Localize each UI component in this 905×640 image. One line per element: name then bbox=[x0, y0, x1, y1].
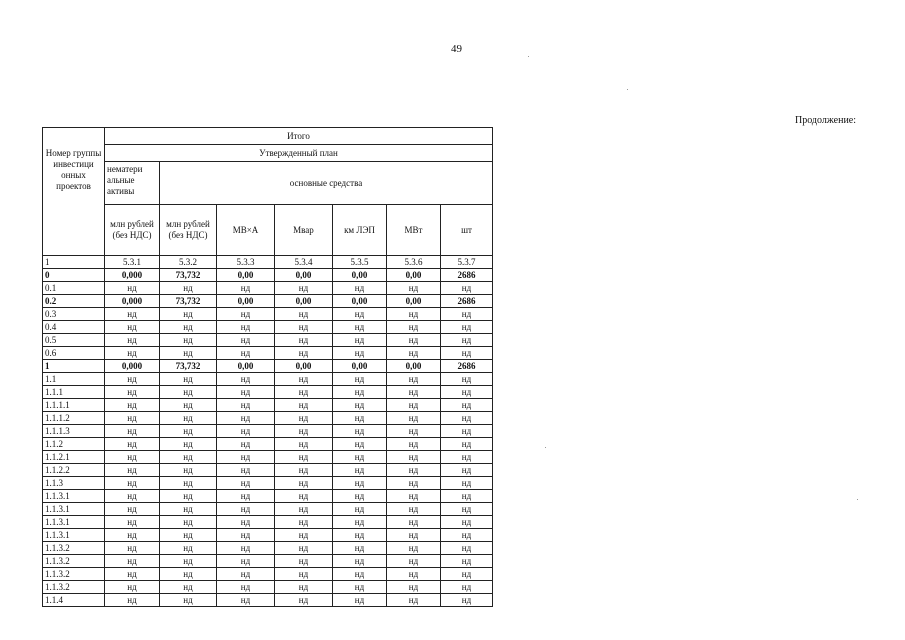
value-cell: нд bbox=[275, 529, 333, 542]
value-cell: нд bbox=[333, 347, 387, 360]
value-cell: нд bbox=[387, 594, 441, 607]
value-cell: нд bbox=[160, 464, 217, 477]
value-cell: 2686 bbox=[441, 360, 493, 373]
value-cell: нд bbox=[105, 490, 160, 503]
group-number-cell: 1.1.1.2 bbox=[43, 412, 105, 425]
value-cell: нд bbox=[217, 490, 275, 503]
value-cell: нд bbox=[387, 347, 441, 360]
value-cell: нд bbox=[387, 464, 441, 477]
value-cell: нд bbox=[387, 308, 441, 321]
value-cell: нд bbox=[105, 568, 160, 581]
table-row bbox=[43, 295, 493, 308]
table-row bbox=[43, 568, 493, 581]
unit-header: Мвар bbox=[275, 205, 333, 256]
value-cell: нд bbox=[275, 438, 333, 451]
value-cell: 0,00 bbox=[217, 269, 275, 282]
value-cell: нд bbox=[160, 516, 217, 529]
value-cell: нд bbox=[441, 412, 493, 425]
value-cell: 0,00 bbox=[387, 360, 441, 373]
value-cell: нд bbox=[441, 425, 493, 438]
value-cell: 0,00 bbox=[333, 295, 387, 308]
value-cell: нд bbox=[105, 451, 160, 464]
value-cell: нд bbox=[217, 555, 275, 568]
value-cell: 0,00 bbox=[387, 269, 441, 282]
column-number: 5.3.6 bbox=[387, 256, 441, 269]
value-cell: 73,732 bbox=[160, 269, 217, 282]
value-cell: нд bbox=[275, 308, 333, 321]
value-cell: нд bbox=[217, 425, 275, 438]
group-number-cell: 1.1.3 bbox=[43, 477, 105, 490]
unit-header: млн рублей (без НДС) bbox=[160, 205, 217, 256]
unit-header: МВ×А bbox=[217, 205, 275, 256]
value-cell: нд bbox=[217, 347, 275, 360]
table-row bbox=[43, 490, 493, 503]
value-cell: нд bbox=[160, 529, 217, 542]
value-cell: нд bbox=[333, 594, 387, 607]
table-row bbox=[43, 477, 493, 490]
value-cell: нд bbox=[441, 451, 493, 464]
value-cell: нд bbox=[160, 503, 217, 516]
value-cell: нд bbox=[275, 594, 333, 607]
value-cell: нд bbox=[387, 334, 441, 347]
table-row bbox=[43, 373, 493, 386]
value-cell: нд bbox=[441, 542, 493, 555]
value-cell: нд bbox=[333, 542, 387, 555]
value-cell: 0,000 bbox=[105, 269, 160, 282]
column-number: 5.3.5 bbox=[333, 256, 387, 269]
value-cell: нд bbox=[105, 581, 160, 594]
scan-speck bbox=[528, 56, 529, 57]
value-cell: нд bbox=[105, 412, 160, 425]
header-row-total bbox=[43, 128, 493, 145]
unit-header: млн рублей (без НДС) bbox=[105, 205, 160, 256]
value-cell: нд bbox=[217, 529, 275, 542]
value-cell: нд bbox=[441, 516, 493, 529]
value-cell: нд bbox=[387, 568, 441, 581]
intangible-assets-header: нематери альные активы bbox=[105, 162, 160, 205]
group-number-cell: 1.1.2 bbox=[43, 438, 105, 451]
column-number: 5.3.3 bbox=[217, 256, 275, 269]
value-cell: нд bbox=[105, 399, 160, 412]
value-cell: нд bbox=[105, 529, 160, 542]
table-row bbox=[43, 412, 493, 425]
value-cell: нд bbox=[333, 321, 387, 334]
value-cell: нд bbox=[217, 412, 275, 425]
value-cell: нд bbox=[160, 555, 217, 568]
column-number: 1 bbox=[43, 256, 105, 269]
value-cell: нд bbox=[275, 490, 333, 503]
value-cell: нд bbox=[105, 464, 160, 477]
value-cell: нд bbox=[217, 542, 275, 555]
value-cell: нд bbox=[160, 542, 217, 555]
investment-table bbox=[42, 127, 493, 607]
value-cell: нд bbox=[105, 516, 160, 529]
value-cell: нд bbox=[160, 373, 217, 386]
value-cell: нд bbox=[441, 477, 493, 490]
value-cell: 73,732 bbox=[160, 295, 217, 308]
value-cell: нд bbox=[105, 555, 160, 568]
value-cell: нд bbox=[217, 386, 275, 399]
table-row bbox=[43, 399, 493, 412]
value-cell: нд bbox=[275, 334, 333, 347]
value-cell: 0,000 bbox=[105, 360, 160, 373]
unit-header: МВт bbox=[387, 205, 441, 256]
group-number-cell: 1.1.3.2 bbox=[43, 581, 105, 594]
group-number-cell: 1.1.1.1 bbox=[43, 399, 105, 412]
value-cell: нд bbox=[333, 373, 387, 386]
value-cell: нд bbox=[275, 399, 333, 412]
value-cell: нд bbox=[387, 451, 441, 464]
value-cell: нд bbox=[275, 503, 333, 516]
value-cell: нд bbox=[441, 399, 493, 412]
value-cell: 0,00 bbox=[333, 269, 387, 282]
value-cell: нд bbox=[105, 477, 160, 490]
value-cell: 0,00 bbox=[217, 360, 275, 373]
value-cell: нд bbox=[105, 347, 160, 360]
table-row bbox=[43, 594, 493, 607]
value-cell: нд bbox=[160, 282, 217, 295]
value-cell: нд bbox=[217, 321, 275, 334]
value-cell: 73,732 bbox=[160, 360, 217, 373]
value-cell: нд bbox=[333, 334, 387, 347]
group-number-cell: 1.1.1.3 bbox=[43, 425, 105, 438]
group-number-cell: 1.1.3.1 bbox=[43, 490, 105, 503]
group-number-cell: 1 bbox=[43, 360, 105, 373]
group-number-cell: 1.1.2.1 bbox=[43, 451, 105, 464]
value-cell: нд bbox=[160, 438, 217, 451]
value-cell: нд bbox=[275, 373, 333, 386]
value-cell: 0,00 bbox=[217, 295, 275, 308]
value-cell: нд bbox=[275, 516, 333, 529]
value-cell: нд bbox=[441, 347, 493, 360]
table-row bbox=[43, 438, 493, 451]
value-cell: нд bbox=[275, 477, 333, 490]
value-cell: нд bbox=[105, 594, 160, 607]
group-number-cell: 0.4 bbox=[43, 321, 105, 334]
value-cell: нд bbox=[275, 425, 333, 438]
value-cell: 0,00 bbox=[275, 295, 333, 308]
value-cell: нд bbox=[441, 321, 493, 334]
value-cell: нд bbox=[387, 373, 441, 386]
value-cell: нд bbox=[387, 542, 441, 555]
value-cell: нд bbox=[217, 594, 275, 607]
value-cell: нд bbox=[441, 490, 493, 503]
table-row bbox=[43, 503, 493, 516]
value-cell: нд bbox=[333, 399, 387, 412]
value-cell: нд bbox=[333, 581, 387, 594]
value-cell: нд bbox=[387, 425, 441, 438]
table-row bbox=[43, 425, 493, 438]
value-cell: нд bbox=[333, 425, 387, 438]
value-cell: нд bbox=[333, 451, 387, 464]
value-cell: нд bbox=[160, 451, 217, 464]
value-cell: нд bbox=[441, 568, 493, 581]
value-cell: нд bbox=[160, 399, 217, 412]
value-cell: нд bbox=[217, 464, 275, 477]
value-cell: 0,00 bbox=[275, 269, 333, 282]
group-number-cell: 1.1.4 bbox=[43, 594, 105, 607]
table-body bbox=[43, 128, 493, 607]
value-cell: 2686 bbox=[441, 295, 493, 308]
value-cell: нд bbox=[387, 555, 441, 568]
value-cell: нд bbox=[441, 594, 493, 607]
value-cell: нд bbox=[160, 321, 217, 334]
value-cell: нд bbox=[387, 516, 441, 529]
group-number-cell: 1.1 bbox=[43, 373, 105, 386]
value-cell: нд bbox=[275, 555, 333, 568]
group-number-cell: 0.2 bbox=[43, 295, 105, 308]
value-cell: нд bbox=[275, 542, 333, 555]
column-number: 5.3.1 bbox=[105, 256, 160, 269]
value-cell: нд bbox=[105, 438, 160, 451]
value-cell: нд bbox=[441, 464, 493, 477]
group-number-cell: 1.1.2.2 bbox=[43, 464, 105, 477]
value-cell: нд bbox=[441, 386, 493, 399]
table-row bbox=[43, 464, 493, 477]
value-cell: нд bbox=[387, 399, 441, 412]
value-cell: нд bbox=[387, 477, 441, 490]
total-header: Итого bbox=[105, 128, 493, 145]
value-cell: нд bbox=[217, 282, 275, 295]
table-row bbox=[43, 542, 493, 555]
value-cell: 0,000 bbox=[105, 295, 160, 308]
value-cell: нд bbox=[275, 386, 333, 399]
plan-header: Утвержденный план bbox=[105, 145, 493, 162]
value-cell: нд bbox=[217, 399, 275, 412]
group-number-cell: 1.1.3.2 bbox=[43, 555, 105, 568]
value-cell: нд bbox=[217, 503, 275, 516]
value-cell: нд bbox=[105, 503, 160, 516]
value-cell: нд bbox=[275, 581, 333, 594]
table-row bbox=[43, 386, 493, 399]
value-cell: нд bbox=[387, 490, 441, 503]
value-cell: нд bbox=[387, 529, 441, 542]
value-cell: нд bbox=[275, 568, 333, 581]
value-cell: нд bbox=[217, 581, 275, 594]
value-cell: нд bbox=[333, 477, 387, 490]
value-cell: нд bbox=[333, 464, 387, 477]
value-cell: нд bbox=[217, 308, 275, 321]
table-row bbox=[43, 321, 493, 334]
value-cell: нд bbox=[441, 581, 493, 594]
value-cell: нд bbox=[105, 542, 160, 555]
table-row bbox=[43, 581, 493, 594]
value-cell: нд bbox=[217, 477, 275, 490]
value-cell: нд bbox=[333, 516, 387, 529]
column-number: 5.3.2 bbox=[160, 256, 217, 269]
column-number: 5.3.4 bbox=[275, 256, 333, 269]
value-cell: нд bbox=[275, 347, 333, 360]
value-cell: нд bbox=[160, 386, 217, 399]
value-cell: нд bbox=[333, 555, 387, 568]
value-cell: нд bbox=[160, 412, 217, 425]
table-row bbox=[43, 516, 493, 529]
value-cell: нд bbox=[441, 503, 493, 516]
group-number-cell: 1.1.3.1 bbox=[43, 516, 105, 529]
value-cell: нд bbox=[105, 425, 160, 438]
value-cell: нд bbox=[217, 516, 275, 529]
value-cell: нд bbox=[333, 412, 387, 425]
scan-speck bbox=[857, 499, 858, 500]
value-cell: нд bbox=[441, 373, 493, 386]
header-row-asset-types bbox=[43, 162, 493, 205]
group-number-cell: 0.5 bbox=[43, 334, 105, 347]
value-cell: нд bbox=[217, 438, 275, 451]
value-cell: 0,00 bbox=[275, 360, 333, 373]
value-cell: нд bbox=[333, 308, 387, 321]
value-cell: нд bbox=[105, 386, 160, 399]
group-number-cell: 1.1.3.1 bbox=[43, 503, 105, 516]
value-cell: нд bbox=[387, 321, 441, 334]
value-cell: нд bbox=[105, 334, 160, 347]
value-cell: 0,00 bbox=[333, 360, 387, 373]
value-cell: нд bbox=[160, 308, 217, 321]
table-row bbox=[43, 269, 493, 282]
group-number-cell: 1.1.3.1 bbox=[43, 529, 105, 542]
value-cell: нд bbox=[333, 282, 387, 295]
value-cell: нд bbox=[333, 529, 387, 542]
group-number-cell: 0 bbox=[43, 269, 105, 282]
table-row bbox=[43, 451, 493, 464]
value-cell: 2686 bbox=[441, 269, 493, 282]
value-cell: нд bbox=[387, 386, 441, 399]
column-number: 5.3.7 bbox=[441, 256, 493, 269]
header-row-column-numbers bbox=[43, 256, 493, 269]
value-cell: нд bbox=[441, 282, 493, 295]
value-cell: нд bbox=[105, 308, 160, 321]
header-row-units bbox=[43, 205, 493, 256]
value-cell: нд bbox=[441, 334, 493, 347]
value-cell: нд bbox=[275, 412, 333, 425]
header-row-plan bbox=[43, 145, 493, 162]
value-cell: нд bbox=[160, 347, 217, 360]
page-number: 49 bbox=[451, 43, 462, 55]
value-cell: нд bbox=[105, 373, 160, 386]
group-number-cell: 1.1.3.2 bbox=[43, 568, 105, 581]
table-row bbox=[43, 282, 493, 295]
value-cell: нд bbox=[387, 282, 441, 295]
value-cell: нд bbox=[105, 282, 160, 295]
value-cell: нд bbox=[275, 451, 333, 464]
group-number-cell: 1.1.3.2 bbox=[43, 542, 105, 555]
value-cell: нд bbox=[441, 308, 493, 321]
table-row bbox=[43, 360, 493, 373]
value-cell: нд bbox=[217, 451, 275, 464]
value-cell: нд bbox=[387, 503, 441, 516]
value-cell: нд bbox=[217, 334, 275, 347]
value-cell: нд bbox=[160, 568, 217, 581]
continuation-label: Продолжение: bbox=[795, 115, 857, 126]
value-cell: нд bbox=[275, 321, 333, 334]
group-number-cell: 0.1 bbox=[43, 282, 105, 295]
group-number-cell: 0.3 bbox=[43, 308, 105, 321]
group-number-cell: 0.6 bbox=[43, 347, 105, 360]
fixed-assets-header: основные средства bbox=[160, 162, 493, 205]
value-cell: нд bbox=[217, 568, 275, 581]
scan-speck bbox=[627, 89, 628, 90]
table-row bbox=[43, 555, 493, 568]
value-cell: нд bbox=[387, 581, 441, 594]
group-number-cell: 1.1.1 bbox=[43, 386, 105, 399]
value-cell: нд bbox=[160, 581, 217, 594]
value-cell: нд bbox=[160, 477, 217, 490]
value-cell: нд bbox=[160, 425, 217, 438]
value-cell: нд bbox=[387, 438, 441, 451]
value-cell: нд bbox=[333, 568, 387, 581]
unit-header: км ЛЭП bbox=[333, 205, 387, 256]
value-cell: нд bbox=[217, 373, 275, 386]
group-number-header: Номер группы инвестици онных проектов bbox=[43, 128, 105, 256]
value-cell: нд bbox=[160, 594, 217, 607]
value-cell: нд bbox=[333, 438, 387, 451]
value-cell: нд bbox=[160, 490, 217, 503]
table-row bbox=[43, 308, 493, 321]
value-cell: нд bbox=[275, 464, 333, 477]
value-cell: нд bbox=[160, 334, 217, 347]
table-row bbox=[43, 347, 493, 360]
value-cell: нд bbox=[275, 282, 333, 295]
table-row bbox=[43, 529, 493, 542]
value-cell: нд bbox=[387, 412, 441, 425]
value-cell: нд bbox=[441, 529, 493, 542]
value-cell: нд bbox=[441, 438, 493, 451]
value-cell: нд bbox=[333, 503, 387, 516]
unit-header: шт bbox=[441, 205, 493, 256]
value-cell: нд bbox=[333, 490, 387, 503]
value-cell: нд bbox=[333, 386, 387, 399]
table-row bbox=[43, 334, 493, 347]
value-cell: 0,00 bbox=[387, 295, 441, 308]
scan-speck bbox=[545, 447, 546, 448]
value-cell: нд bbox=[441, 555, 493, 568]
value-cell: нд bbox=[105, 321, 160, 334]
